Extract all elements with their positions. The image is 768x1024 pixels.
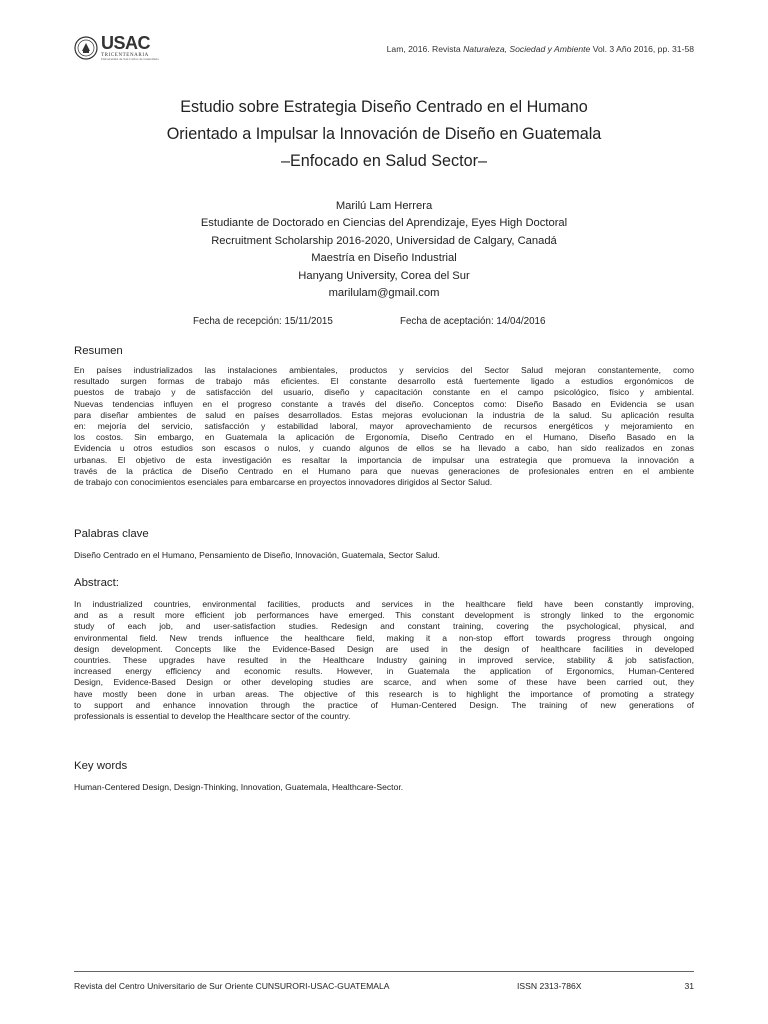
abstract-body (74, 599, 694, 722)
key-words-heading: Key words (74, 760, 128, 772)
author-block (74, 198, 694, 302)
paragraph-line: Nuevas tendencias influyen en el progreso constante a través del diseño. Conceptos como: Diseño Basado en Evidencia se usan (74, 398, 694, 409)
resumen-body (74, 365, 694, 488)
paragraph-line: have mostly been done in urban areas. The objective of this research is to highlight the importance of promoting a strategy (74, 688, 694, 699)
paragraph-line: resultado surgen formas de trabajo más eficientes. El constante desarrollo está fuertemente ligado a estudios ergonómicos de (74, 376, 694, 387)
author-affiliation: Recruitment Scholarship 2016-2020, Universidad de Calgary, Canadá (211, 234, 557, 247)
paragraph-line: puestos de trabajo y de satisfacción del usuario, diseño y capacitación constante en el campo psicológico, físico y ambiental. (74, 387, 694, 398)
title-line: Orientado a Impulsar la Innovación de Diseño en Guatemala (166, 125, 602, 143)
footer-divider (74, 971, 694, 972)
paragraph-line: to support and enhance innovation through the practice of Human-Centered Design. The training of new generations of (74, 699, 694, 710)
footer-issn: ISSN 2313-786X (517, 981, 582, 991)
logo-subtitle: TRICENTENARIA (101, 53, 149, 58)
logo-tagline: Universidad de San Carlos de Guatemala (101, 57, 159, 61)
paragraph-line: increased energy efficiency and economic results. However, in Guatemala the application of Ergonomics, Human-Centered (74, 666, 694, 677)
paragraph-line: los costos. Sin embargo, en Guatemala la aplicación de Ergonomía, Diseño Centrado en el Humano, Diseño Basado en la (74, 432, 694, 443)
resumen-heading: Resumen (74, 345, 123, 357)
paragraph-line: professionals is essential to develop the Healthcare sector of the country. (74, 711, 351, 722)
paragraph-line: de trabajo con conocimientos esenciales para embarcarse en proyectos innovadores dirigidos al Sector Salud. (74, 477, 493, 488)
accepted-date: Fecha de aceptación: 14/04/2016 (400, 316, 546, 327)
citation-suffix: Vol. 3 Año 2016, pp. 31-58 (590, 44, 694, 54)
author-affiliation: Estudiante de Doctorado en Ciencias del Aprendizaje, Eyes High Doctoral (200, 217, 568, 230)
paragraph-line: design development. Concepts like the Evidence-Based Design are used in the design of healthcare facilities in developed (74, 643, 694, 654)
paragraph-line: En países industrializados las instalaciones ambientales, productos y servicios del Sector Salud mejoran constantemente, como (74, 365, 694, 375)
title-line: –Enfocado en Salud Sector– (280, 152, 488, 170)
usac-logo (74, 34, 159, 62)
paragraph-line: Evidencia u otros estudios son escasos o nulos, y cuando algunos de ellos se ha llevado a cabo, han sido realizados en zonas (74, 443, 694, 454)
author-name: Marilú Lam Herrera (335, 200, 433, 212)
paragraph-line: en: mejoría del servicio, satisfacción y estabilidad laboral, mayor aprovechamiento de recursos energéticos y mejoramiento en (74, 421, 694, 432)
footer-journal: Revista del Centro Universitario de Sur Oriente CUNSURORI-USAC-GUATEMALA (74, 981, 390, 991)
author-university: Hanyang University, Corea del Sur (298, 269, 470, 282)
author-degree: Maestría en Diseño Industrial (311, 252, 457, 265)
logo-wordmark: USAC (101, 33, 151, 53)
palabras-clave-heading: Palabras clave (74, 528, 149, 540)
key-words-text: Human-Centered Design, Design-Thinking, Innovation, Guatemala, Healthcare-Sector. (74, 782, 404, 792)
paragraph-line: countries. These upgrades have resulted in the Healthcare Industry gaining in improved service, stability & job satisfaction, (74, 655, 694, 666)
paragraph-line: Design, Evidence-Based Design or other developing studies are scarce, and when some of these have been carried out, they (74, 677, 694, 688)
author-email[interactable]: marilulam@gmail.com (328, 287, 440, 300)
citation-prefix: Lam, 2016. Revista (386, 44, 464, 54)
university-seal-icon (74, 36, 98, 60)
page-header (74, 34, 694, 66)
paragraph-line: In industrialized countries, environmental facilities, products and services in the healthcare field have been constantly improving, (74, 599, 694, 609)
paragraph-line: study of each job, and user-satisfaction studies. Redesign and constant training, covering the psychological, physical, and (74, 621, 694, 632)
article-title (74, 94, 694, 175)
citation-journal: Naturaleza, Sociedad y Ambiente (463, 44, 591, 54)
title-line: Estudio sobre Estrategia Diseño Centrado en el Humano (180, 98, 588, 116)
received-date: Fecha de recepción: 15/11/2015 (193, 316, 333, 327)
citation-line (387, 44, 694, 54)
paragraph-line: través de la práctica de Diseño Centrado en el Humano para que nuevas generaciones de profesionales entren en el ambiente (74, 465, 694, 476)
abstract-heading: Abstract: (74, 577, 119, 589)
paragraph-line: para diseñar ambientes de salud en países desarrollados. Estas mejoras evolucionan la industria de la salud. Su aplicación resulta (74, 409, 694, 420)
paragraph-line: urbanas. El objetivo de esta investigación es resaltar la importancia de impulsar una estrategia que promueva la innovación a (74, 454, 694, 465)
paragraph-line: and as a result more efficient job performances have emerged. This constant development is strongly linked to the ergonomic (74, 610, 694, 621)
page-number: 31 (684, 981, 694, 991)
palabras-clave-text: Diseño Centrado en el Humano, Pensamiento de Diseño, Innovación, Guatemala, Sector Salud. (74, 550, 440, 560)
paragraph-line: environmental field. New trends influence the healthcare field, making it a non-stop effort towards progress through ongoing (74, 632, 694, 643)
